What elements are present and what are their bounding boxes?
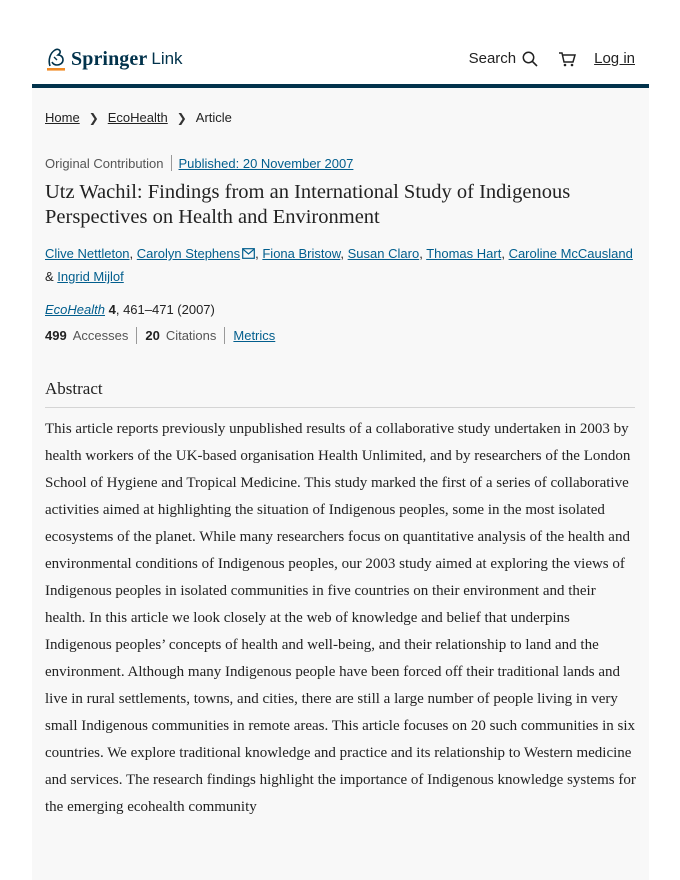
citations-label: Citations: [165, 328, 217, 343]
logo-link-text: Link: [151, 49, 183, 68]
author-link[interactable]: Thomas Hart: [426, 246, 502, 261]
article-type: Original Contribution: [45, 155, 164, 171]
author-separator: ,: [419, 246, 427, 261]
author-list: [45, 242, 640, 288]
breadcrumb: [45, 110, 232, 125]
search-icon: [522, 51, 538, 67]
search-label: Search: [468, 50, 517, 67]
author-separator: ,: [501, 246, 509, 261]
published-date-link[interactable]: Published: 20 November 2007: [178, 155, 354, 171]
metrics-divider: [224, 327, 225, 344]
journal-citation: [45, 302, 215, 317]
chevron-right-icon: ❯: [176, 110, 187, 125]
author-link[interactable]: Susan Claro: [347, 246, 420, 261]
journal-pages-year: , 461–471 (2007): [115, 302, 215, 317]
cart-icon: [558, 51, 576, 67]
accesses-label: Accesses: [72, 328, 129, 343]
metrics-link[interactable]: Metrics: [233, 328, 276, 343]
author-link[interactable]: Carolyn Stephens: [136, 246, 241, 261]
springer-horse-icon: [44, 46, 68, 72]
article-title: Utz Wachil: Findings from an International Study of Indigenous Perspectives on Health and Environment: [45, 181, 571, 228]
article-content: [32, 88, 649, 880]
meta-divider: [171, 155, 172, 171]
author-separator: ,: [129, 246, 137, 261]
chevron-right-icon: ❯: [88, 110, 99, 125]
search-button[interactable]: [469, 50, 539, 67]
cart-button[interactable]: [558, 51, 576, 67]
citations-count: 20: [145, 328, 160, 343]
breadcrumb-ecohealth[interactable]: EcoHealth: [107, 110, 168, 125]
springer-link-logo[interactable]: [44, 46, 183, 72]
author-link[interactable]: Ingrid Mijlof: [57, 269, 124, 284]
author-separator: ,: [255, 246, 263, 261]
journal-link[interactable]: EcoHealth: [45, 302, 105, 317]
author-ampersand: &: [45, 269, 58, 284]
abstract-heading: Abstract: [45, 379, 635, 408]
accesses-count: 499: [45, 328, 67, 343]
author-link[interactable]: Fiona Bristow: [262, 246, 341, 261]
author-link[interactable]: Clive Nettleton: [45, 246, 130, 261]
author-separator: ,: [340, 246, 348, 261]
logo-springer-text: Springer: [71, 47, 148, 70]
article-meta: [45, 155, 353, 171]
header-actions: [469, 50, 635, 67]
journal-volume: 4: [108, 302, 116, 317]
breadcrumb-current: Article: [195, 110, 232, 125]
metrics-divider: [136, 327, 137, 344]
abstract-text: This article reports previously unpublished results of a collaborative study undertaken in 2003 by health workers of the UK-based organisation Health Unlimited, and by researchers of the London School of Hygiene and Tropical Medicine. This study marked the first of a series of collaborative activities aimed at highlighting the situation of Indigenous peoples, some in the most isolated ecosystems of the planet. While many researchers focus on quantitative analysis of the health and environmental conditions of Indigenous peoples, our 2003 study aimed at exploring the views of Indigenous peoples in isolated communities in five countries on their environment and their health. In this article we look closely at the web of knowledge and belief that underpins Indigenous peoples’ concepts of health and well-being, and their relationship to land and the environment. Although many Indigenous people have been forced off their traditional lands and live in rural settlements, towns, and cities, there are still a large number of people living in very small Indigenous communities in remote areas. This article focuses on 20 such communities in six countries. We explore traditional knowledge and practice and its relationship to Western medicine and services. The research findings highlight the importance of Indigenous knowledge systems for the emerging ecohealth community: [45, 421, 636, 815]
author-link[interactable]: Caroline McCausland: [508, 246, 633, 261]
mail-icon[interactable]: [242, 248, 255, 259]
login-link[interactable]: Log in: [594, 50, 635, 67]
breadcrumb-home[interactable]: Home: [45, 110, 80, 125]
article-metrics: [45, 327, 275, 344]
site-header: [32, 38, 649, 88]
